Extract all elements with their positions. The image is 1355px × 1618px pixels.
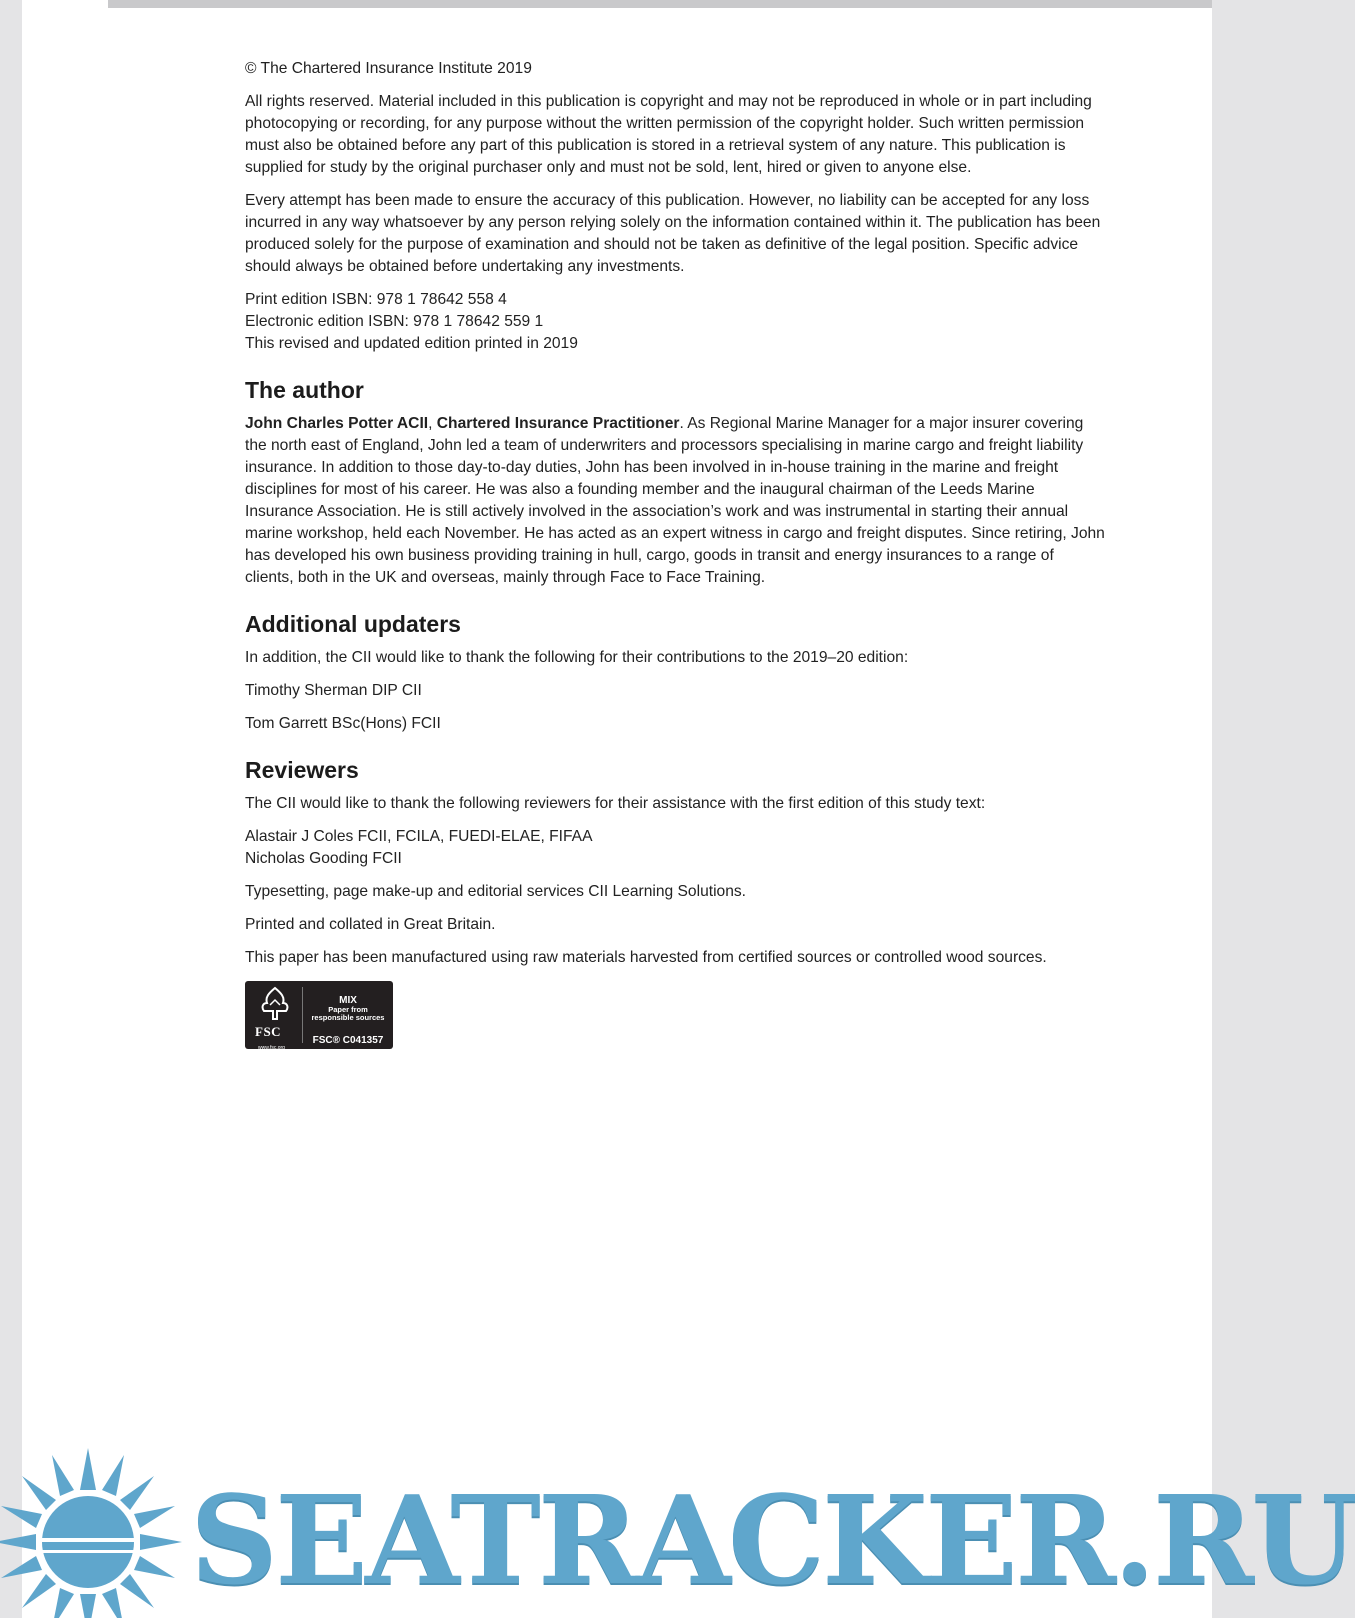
fsc-paper-line: responsible sources (311, 1013, 385, 1022)
printed-note: Printed and collated in Great Britain. (245, 916, 496, 933)
isbn-block (245, 289, 1105, 355)
top-scroll-bar (108, 0, 1212, 8)
updater-name: Timothy Sherman DIP CII (245, 682, 422, 699)
fsc-mix: MIX (339, 995, 357, 1006)
reviewers-heading: Reviewers (245, 757, 359, 783)
watermark-text: SEATRACKER.RU (190, 1468, 1355, 1612)
reviewers-intro: The CII would like to thank the following reviewers for their assistance with the first edition of this study text: (245, 795, 986, 812)
rights-paragraph: All rights reserved. Material included in this publication is copyright and may not be reproduced in whole or in part including photocopying or recording, for any purpose without the written permission of the copyright holder. Such written permission must also be obtained before any part of this publication is stored in a retrieval system of any nature. This publication is supplied for study by the original purchaser only and must not be sold, lent, hired or given to anyone else. (245, 93, 1092, 176)
author-bio (245, 413, 1105, 589)
liability-paragraph: Every attempt has been made to ensure the accuracy of this publication. However, no liability can be accepted for any loss incurred in any way whatsoever by any person relying solely on the information contained within it. The publication has been produced solely for the purpose of examination and should not be taken as definitive of the legal position. Specific advice should always be obtained before undertaking any investments. (245, 192, 1101, 275)
fsc-url: www.fsc.org (258, 1045, 285, 1051)
fsc-paper-line: Paper from (328, 1005, 368, 1014)
fsc-brand: FSC (255, 1024, 282, 1039)
author-bio-text: . As Regional Marine Manager for a major insurer covering the north east of England, John led a team of underwriters and processors specialising in marine cargo and freight liability insurance. In addition to those day-to-day duties, John has been involved in in-house training in the marine and freight disciplines for most of his career. He was also a founding member and the inaugural chairman of the Leeds Marine Insurance Association. He is still actively involved in the association’s work and was instrumental in starting their annual marine workshop, held each November. He has acted as an expert witness in cargo and freight disputes. Since retiring, John has developed his own business providing training in hull, cargo, goods in transit and energy insurances to a range of clients, both in the UK and overseas, mainly through Face to Face Training. (245, 415, 1105, 586)
typesetting-note: Typesetting, page make-up and editorial services CII Learning Solutions. (245, 883, 747, 900)
copyright-line: © The Chartered Insurance Institute 2019 (245, 60, 532, 77)
updaters-intro: In addition, the CII would like to thank the following for their contributions to the 2019–20 edition: (245, 649, 909, 666)
fsc-divider (302, 987, 303, 1043)
reviewers-list (245, 826, 1105, 870)
page-content (245, 58, 1105, 1049)
edition-note: This revised and updated edition printed in 2019 (245, 335, 578, 352)
author-title: Chartered Insurance Practitioner (436, 415, 680, 432)
author-name: John Charles Potter ACII (245, 415, 429, 432)
updaters-heading: Additional updaters (245, 611, 461, 637)
fsc-paper-text (305, 1006, 391, 1022)
electronic-isbn: Electronic edition ISBN: 978 1 78642 559 1 (245, 313, 544, 330)
author-heading: The author (245, 377, 364, 403)
print-isbn: Print edition ISBN: 978 1 78642 558 4 (245, 291, 507, 308)
fsc-logo (245, 981, 393, 1049)
fsc-code: FSC® C041357 (312, 1035, 384, 1046)
reviewer-name: Alastair J Coles FCII, FCILA, FUEDI-ELAE, FIFAA (245, 828, 593, 845)
updater-name: Tom Garrett BSc(Hons) FCII (245, 715, 441, 732)
paper-note: This paper has been manufactured using raw materials harvested from certified sources or controlled wood sources. (245, 949, 1047, 966)
author-separator: , (428, 415, 437, 432)
reviewer-name: Nicholas Gooding FCII (245, 850, 402, 867)
